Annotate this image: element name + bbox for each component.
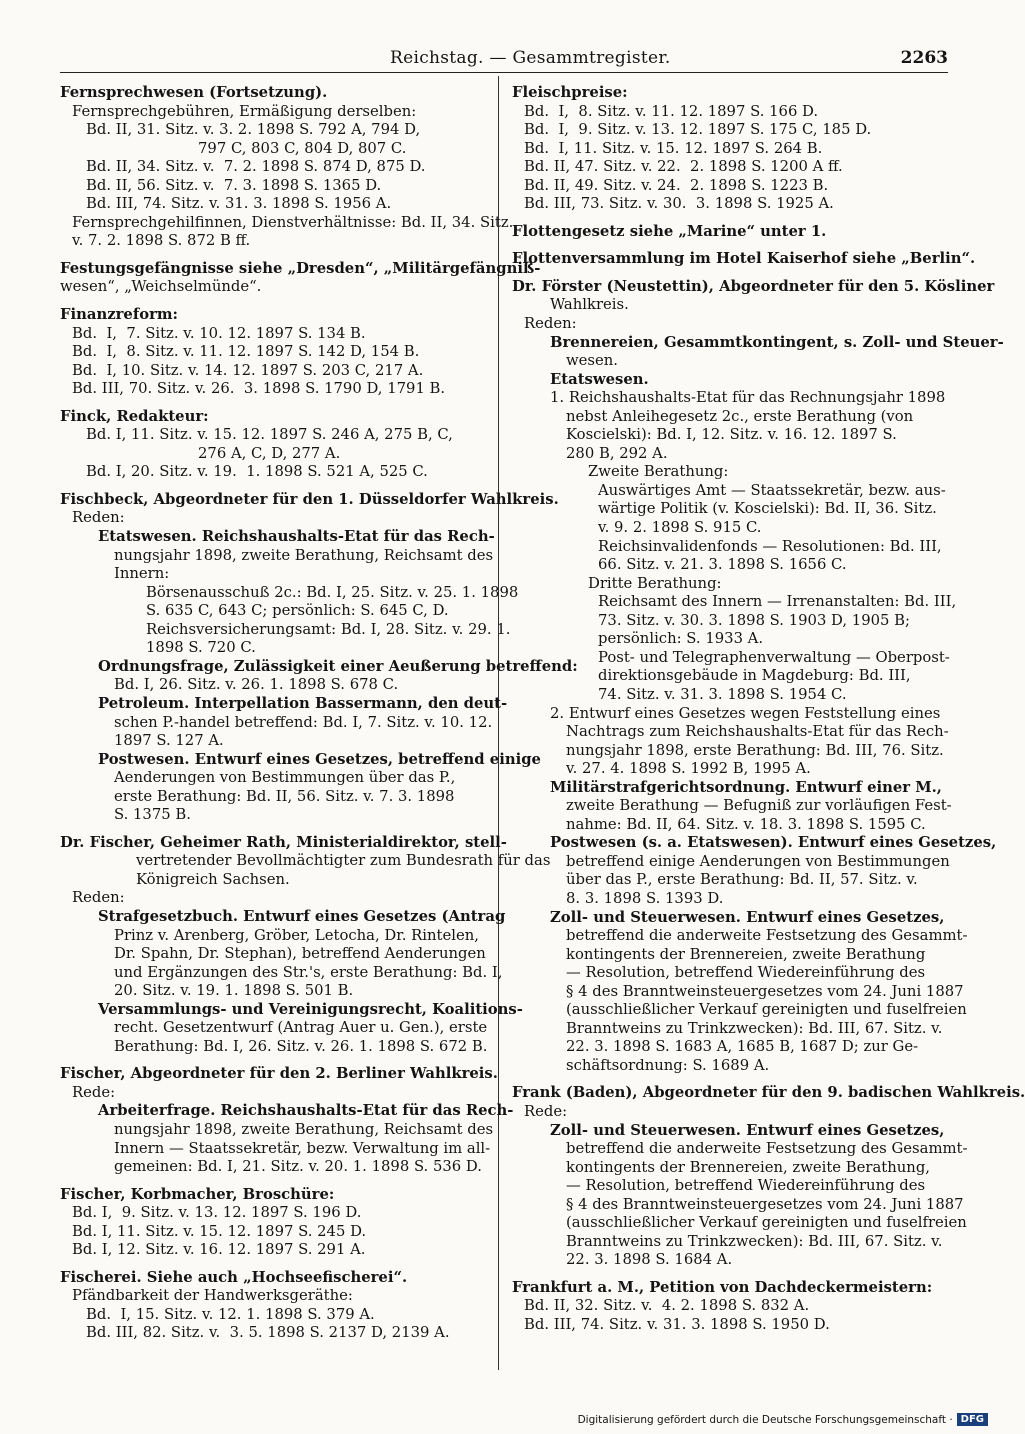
spacer [60, 251, 492, 260]
index-entry-heading: Finck, Redakteur: [60, 407, 209, 425]
spacer [60, 825, 492, 834]
index-entry-line: v. 7. 2. 1898 S. 872 B ff. [72, 232, 251, 250]
index-entry-line: 1897 S. 127 A. [114, 732, 224, 750]
index-entry-heading: Flottengesetz siehe „Marine“ unter 1. [512, 222, 827, 240]
running-header [60, 44, 948, 70]
index-entry-line: Post- und Telegraphenverwaltung — Oberpost- [598, 648, 950, 666]
index-entry-line: Bd. III, 70. Sitz. v. 26. 3. 1898 S. 1790 D, 1791 B. [72, 380, 446, 398]
index-entry-line: Bd. I, 8. Sitz. v. 11. 12. 1897 S. 166 D. [524, 102, 819, 120]
index-entry-line: betreffend einige Aenderungen von Bestimmungen [566, 852, 950, 870]
index-entry-line: 22. 3. 1898 S. 1684 A. [566, 1251, 733, 1269]
index-entry-line: gemeinen: Bd. I, 21. Sitz. v. 20. 1. 1898 S. 536 D. [114, 1158, 482, 1176]
index-entry-line: Nachtrags zum Reichshaushalts-Etat für das Rech- [566, 723, 949, 741]
index-entry-line: Bd. II, 31. Sitz. v. 3. 2. 1898 S. 792 A, 794 D, [86, 121, 421, 139]
index-entry-line: Bd. I, 10. Sitz. v. 14. 12. 1897 S. 203 C, 217 A. [72, 361, 424, 379]
index-entry-line: Innern — Staatssekretär, bezw. Verwaltung im all- [114, 1139, 491, 1157]
spacer [60, 482, 492, 491]
index-entry-heading: Militärstrafgerichtsordnung. Entwurf einer M., [550, 778, 942, 796]
index-entry-line: vertretender Bevollmächtigter zum Bundesrath für das [136, 852, 551, 870]
index-entry-line: wesen. [566, 352, 619, 370]
index-entry-line: kontingents der Brennereien, zweite Berathung, [566, 1158, 930, 1176]
index-entry-line: nungsjahr 1898, zweite Berathung, Reichsamt des [114, 546, 494, 564]
index-entry-line: Bd. III, 73. Sitz. v. 30. 3. 1898 S. 1925 A. [524, 195, 834, 213]
index-entry-line: Zweite Berathung: [588, 463, 729, 481]
index-entry-line: Rede: [72, 1083, 116, 1101]
index-entry-line: Bd. II, 56. Sitz. v. 7. 3. 1898 S. 1365 D. [86, 176, 382, 194]
index-entry-line: 22. 3. 1898 S. 1683 A, 1685 B, 1687 D; zur Ge- [566, 1038, 919, 1056]
index-entry-line: Bd. I, 12. Sitz. v. 16. 12. 1897 S. 291 A. [72, 1241, 366, 1259]
index-entry-heading: Etatswesen. Reichshaushalts-Etat für das Rech- [98, 528, 495, 546]
index-entry-line: Bd. I, 9. Sitz. v. 13. 12. 1897 S. 175 C, 185 D. [524, 121, 872, 139]
index-entry-line: Branntweins zu Trinkzwecken): Bd. III, 67. Sitz. v. [566, 1232, 943, 1250]
index-entry-line: Auswärtiges Amt — Staatssekretär, bezw. aus- [598, 481, 946, 499]
dfg-logo: DFG [957, 1413, 988, 1426]
index-entry-heading: Postwesen. Entwurf eines Gesetzes, betreffend einige [98, 750, 541, 768]
spacer [512, 1075, 948, 1084]
index-entry-heading: Frankfurt a. M., Petition von Dachdeckermeistern: [512, 1278, 933, 1296]
index-entry-line: 8. 3. 1898 S. 1393 D. [566, 889, 724, 907]
index-entry-line: S. 1375 B. [114, 806, 191, 824]
index-entry-line: 1. Reichshaushalts-Etat für das Rechnungsjahr 1898 [550, 389, 946, 407]
right-column [512, 84, 1025, 1335]
index-entry-line: Dritte Berathung: [588, 574, 722, 592]
index-entry-line: (ausschließlicher Verkauf gereinigten und fuselfreien [566, 1001, 967, 1019]
index-entry-heading: Fernsprechwesen (Fortsetzung). [60, 84, 328, 101]
spacer [60, 1056, 492, 1065]
index-entry-line: 74. Sitz. v. 31. 3. 1898 S. 1954 C. [598, 685, 847, 703]
header-rule [60, 72, 948, 73]
index-entry-line: Dr. Spahn, Dr. Stephan), betreffend Aenderungen [114, 945, 486, 963]
index-entry-line: Bd. I, 11. Sitz. v. 15. 12. 1897 S. 245 D. [72, 1222, 367, 1240]
index-entry-heading: Brennereien, Gesammtkontingent, s. Zoll- und Steuer- [550, 333, 1004, 351]
index-entry-line: Bd. I, 20. Sitz. v. 19. 1. 1898 S. 521 A, 525 C. [86, 463, 428, 481]
index-entry-line: 20. Sitz. v. 19. 1. 1898 S. 501 B. [114, 982, 354, 1000]
index-entry-heading: Flottenversammlung im Hotel Kaiserhof siehe „Berlin“. [512, 250, 976, 268]
index-entry-line: und Ergänzungen des Str.'s, erste Berathung: Bd. I, [114, 963, 503, 981]
index-entry-heading: Etatswesen. [550, 370, 649, 388]
index-entry-line: 66. Sitz. v. 21. 3. 1898 S. 1656 C. [598, 556, 847, 574]
index-entry-line: Reden: [72, 889, 125, 907]
index-entry-heading: Arbeiterfrage. Reichshaushalts-Etat für das Rech- [98, 1102, 514, 1120]
index-entry-line: 2. Entwurf eines Gesetzes wegen Feststellung eines [550, 704, 941, 722]
page-header-title: Reichstag. — Gesammtregister. [390, 48, 671, 68]
index-entry-line: Bd. II, 34. Sitz. v. 7. 2. 1898 S. 874 D, 875 D. [86, 158, 426, 176]
index-entry-line: Aenderungen von Bestimmungen über das P., [114, 769, 456, 787]
index-entry-line: Pfändbarkeit der Handwerksgeräthe: [72, 1287, 353, 1305]
index-entry-line: Fernsprechgehilfinnen, Dienstverhältnisse: Bd. II, 34. Sitz. [72, 213, 514, 231]
spacer [60, 1260, 492, 1269]
footer-text: Digitalisierung gefördert durch die Deutsche Forschungsgemeinschaft · [577, 1413, 953, 1426]
index-entry-heading: Postwesen (s. a. Etatswesen). Entwurf eines Gesetzes, [550, 834, 997, 852]
index-entry-line: Bd. I, 15. Sitz. v. 12. 1. 1898 S. 379 A. [86, 1305, 375, 1323]
index-entry-line: Wahlkreis. [550, 296, 629, 314]
index-entry-line: Reichsversicherungsamt: Bd. I, 28. Sitz. v. 29. 1. [146, 620, 511, 638]
index-entry-line: Bd. I, 9. Sitz. v. 13. 12. 1897 S. 196 D. [72, 1204, 362, 1222]
index-entry-line: Bd. III, 82. Sitz. v. 3. 5. 1898 S. 2137 D, 2139 A. [86, 1324, 450, 1342]
index-entry-line: § 4 des Branntweinsteuergesetzes vom 24. Juni 1887 [566, 1195, 964, 1213]
index-entry-line: Fernsprechgebühren, Ermäßigung derselben: [72, 102, 417, 120]
index-entry-line: Bd. I, 11. Sitz. v. 15. 12. 1897 S. 246 A, 275 B, C, [86, 426, 453, 444]
index-entry-line: Bd. II, 49. Sitz. v. 24. 2. 1898 S. 1223 B. [524, 176, 829, 194]
index-entry-line: Prinz v. Arenberg, Gröber, Letocha, Dr. Rintelen, [114, 926, 479, 944]
index-entry-heading: Zoll- und Steuerwesen. Entwurf eines Gesetzes, [550, 1121, 945, 1139]
index-entry-line: Berathung: Bd. I, 26. Sitz. v. 26. 1. 1898 S. 672 B. [114, 1037, 488, 1055]
index-entry-line: Reichsamt des Innern — Irrenanstalten: Bd. III, [598, 593, 957, 611]
spacer [512, 1270, 948, 1279]
index-entry-line: Reden: [72, 509, 125, 527]
index-entry-line: 73. Sitz. v. 30. 3. 1898 S. 1903 D, 1905 B; [598, 611, 911, 629]
index-entry-heading: Frank (Baden), Abgeordneter für den 9. badischen Wahlkreis. [512, 1084, 1025, 1102]
index-entry-heading: Fleischpreise: [512, 84, 628, 101]
index-entry-heading: Versammlungs- und Vereinigungsrecht, Koalitions- [98, 1000, 523, 1018]
index-entry-line: kontingents der Brennereien, zweite Berathung [566, 945, 926, 963]
index-entry-line: 1898 S. 720 C. [146, 639, 256, 657]
index-entry-line: nungsjahr 1898, erste Berathung: Bd. III, 76. Sitz. [566, 741, 944, 759]
index-entry-line: schäftsordnung: S. 1689 A. [566, 1056, 770, 1074]
index-entry-line: wesen“, „Weichselmünde“. [60, 278, 262, 296]
index-entry-heading: Zoll- und Steuerwesen. Entwurf eines Gesetzes, [550, 908, 945, 926]
index-entry-line: Innern: [114, 565, 170, 583]
index-entry-line: 280 B, 292 A. [566, 444, 668, 462]
index-entry-line: Branntweins zu Trinkzwecken): Bd. III, 67. Sitz. v. [566, 1019, 943, 1037]
index-entry-line: Bd. III, 74. Sitz. v. 31. 3. 1898 S. 1956 A. [86, 195, 392, 213]
index-entry-heading: Strafgesetzbuch. Entwurf eines Gesetzes (Antrag [98, 907, 506, 925]
index-entry-line: — Resolution, betreffend Wiedereinführung des [566, 1177, 926, 1195]
spacer [60, 297, 492, 306]
index-entry-line: Bd. II, 47. Sitz. v. 22. 2. 1898 S. 1200 A ff. [524, 158, 843, 176]
index-entry-line: § 4 des Branntweinsteuergesetzes vom 24. Juni 1887 [566, 982, 964, 1000]
spacer [512, 269, 948, 278]
index-entry-heading: Festungsgefängnisse siehe „Dresden“, „Militärgefängniß- [60, 259, 541, 277]
index-entry-heading: Dr. Fischer, Geheimer Rath, Ministerialdirektor, stell- [60, 833, 507, 851]
index-entry-line: zweite Berathung — Befugniß zur vorläufigen Fest- [566, 797, 952, 815]
index-entry-heading: Fischerei. Siehe auch „Hochseefischerei“. [60, 1268, 408, 1286]
index-entry-heading: Dr. Förster (Neustettin), Abgeordneter für den 5. Kösliner [512, 277, 995, 295]
index-entry-line: recht. Gesetzentwurf (Antrag Auer u. Gen.), erste [114, 1019, 488, 1037]
index-entry-heading: Fischer, Korbmacher, Broschüre: [60, 1185, 335, 1203]
index-entry-line: v. 9. 2. 1898 S. 915 C. [598, 519, 762, 537]
index-entry-line: Rede: [524, 1102, 568, 1120]
index-entry-line: Börsenausschuß 2c.: Bd. I, 25. Sitz. v. 25. 1. 1898 [146, 583, 519, 601]
index-entry-line: Bd. I, 8. Sitz. v. 11. 12. 1897 S. 142 D, 154 B. [72, 343, 420, 361]
page-number: 2263 [900, 48, 948, 68]
index-entry-line: Bd. I, 7. Sitz. v. 10. 12. 1897 S. 134 B. [72, 324, 366, 342]
index-entry-line: persönlich: S. 1933 A. [598, 630, 764, 648]
spacer [512, 214, 948, 223]
index-entry-line: schen P.-handel betreffend: Bd. I, 7. Sitz. v. 10. 12. [114, 713, 493, 731]
index-entry-line: nungsjahr 1898, zweite Berathung, Reichsamt des [114, 1120, 494, 1138]
index-entry-line: (ausschließlicher Verkauf gereinigten und fuselfreien [566, 1214, 967, 1232]
index-entry-line: Koscielski): Bd. I, 12. Sitz. v. 16. 12. 1897 S. [566, 426, 897, 444]
index-entry-line: direktionsgebäude in Magdeburg: Bd. III, [598, 667, 911, 685]
index-entry-heading: Petroleum. Interpellation Bassermann, den deut- [98, 694, 508, 712]
index-entry-line: Bd. I, 11. Sitz. v. 15. 12. 1897 S. 264 B. [524, 139, 823, 157]
index-entry-line: über das P., erste Berathung: Bd. II, 57. Sitz. v. [566, 871, 918, 889]
index-entry-line: 797 C, 803 C, 804 D, 807 C. [198, 139, 407, 157]
index-entry-line: Reichsinvalidenfonds — Resolutionen: Bd. III, [598, 537, 942, 555]
index-entry-line: Bd. III, 74. Sitz. v. 31. 3. 1898 S. 1950 D. [524, 1316, 830, 1333]
index-entry-line: Bd. I, 26. Sitz. v. 26. 1. 1898 S. 678 C. [114, 676, 399, 694]
index-entry-line: wärtige Politik (v. Koscielski): Bd. II, 36. Sitz. [598, 500, 937, 518]
index-entry-line: nebst Anleihegesetz 2c., erste Berathung (von [566, 407, 914, 425]
index-entry-line: 276 A, C, D, 277 A. [198, 444, 341, 462]
footer-credit [578, 1413, 988, 1426]
index-entry-heading: Fischer, Abgeordneter für den 2. Berliner Wahlkreis. [60, 1065, 498, 1083]
index-entry-line: betreffend die anderweite Festsetzung des Gesammt- [566, 927, 968, 945]
index-entry-heading: Finanzreform: [60, 306, 178, 324]
index-entry-line: betreffend die anderweite Festsetzung des Gesammt- [566, 1140, 968, 1158]
index-entry-line: v. 27. 4. 1898 S. 1992 B, 1995 A. [566, 760, 811, 778]
spacer [60, 399, 492, 408]
spacer [60, 1177, 492, 1186]
index-entry-heading: Ordnungsfrage, Zulässigkeit einer Aeußerung betreffend: [98, 657, 578, 675]
index-entry-line: nahme: Bd. II, 64. Sitz. v. 18. 3. 1898 S. 1595 C. [566, 815, 926, 833]
index-entry-heading: Fischbeck, Abgeordneter für den 1. Düsseldorfer Wahlkreis. [60, 490, 559, 508]
index-entry-line: — Resolution, betreffend Wiedereinführung des [566, 964, 926, 982]
index-entry-line: Bd. II, 32. Sitz. v. 4. 2. 1898 S. 832 A. [524, 1297, 810, 1315]
index-entry-line: Reden: [524, 315, 577, 333]
spacer [512, 241, 948, 250]
index-entry-line: S. 635 C, 643 C; persönlich: S. 645 C, D. [146, 602, 449, 620]
index-entry-line: erste Berathung: Bd. II, 56. Sitz. v. 7. 3. 1898 [114, 787, 455, 805]
index-entry-line: Königreich Sachsen. [136, 870, 290, 888]
